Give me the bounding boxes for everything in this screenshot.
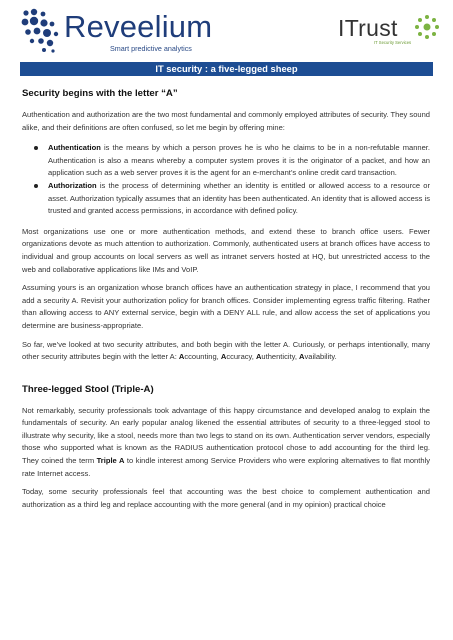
itrust-logo <box>338 16 438 48</box>
attribute-rest: vailability <box>304 352 335 362</box>
stool-text: Not remarkably, security professionals took advantage of this happy circumstance and developed analog to explain the fundamentals of security. An early popular analog likened the essential attributes of security to a three-legged stool to illustrate why security, like a stool, needs more than two legs to stand on its own. Authentication server vendors, especially those who supported what is known as the RADIUS authentication protocol chose to add accounting for the third leg. They coined the term <box>22 405 430 466</box>
itrust-gear-icon <box>414 14 440 40</box>
reveelium-logo <box>20 8 213 54</box>
paragraph-today: Today, some security professionals feel that accounting was the best choice to complement authentication and authorization as a third leg and replace accounting with the more general (and in my opinion) practical choice <box>22 487 430 509</box>
paragraph-attributes: So far, we’ve looked at two security attributes, and both begin with the letter A. Curiously, or perhaps intentionally, many other security attributes begin with the letter A: Accounting, Accuracy, Authenticity, Availability. <box>22 339 430 362</box>
attribute-rest: ccuracy <box>226 352 252 362</box>
paragraph-stool <box>22 405 430 481</box>
definition-authentication: is the means by which a person proves he is who he claims to be in a non-refutable manner. Authentication is also a means whereby a computer system proves it is the originator of a packet, and how an application such as a web server proves it is the agent for an e-merchant’s online credit card transaction. <box>48 143 430 178</box>
term-authorization: Authorization <box>48 180 97 190</box>
attribute-initial: A <box>220 352 227 362</box>
reveelium-dots-icon <box>20 8 62 54</box>
attributes-lead: So far, we’ve looked at two security attributes, and both begin with the letter A. Curiously, or perhaps intentionally, many other security attributes begin with the letter A: <box>22 339 430 362</box>
paragraph-organizations: Most organizations use one or more authentication methods, and extend these to branch office users. Fewer organizations devote as much attention to authorization. Commonly, authenticated users at branch offices have access to individual and group accounts on local servers as well as intranet servers hosted at HQ, but unrestricted access to the web and collaborative applications like IMs and VoIP. <box>22 226 430 274</box>
definitions-list <box>22 142 430 218</box>
attribute-initial: A <box>178 352 185 362</box>
stool-text-end: to kindle interest among Service Providers who were exploring alternatives to flat monthly rate Internet access. <box>22 456 431 478</box>
section-heading-three-legged-stool: Three-legged Stool (Triple-A) <box>22 383 154 395</box>
attribute-initial: A <box>299 352 305 362</box>
attribute-rest: ccounting <box>184 352 217 362</box>
itrust-tagline: IT Security Services <box>374 40 412 45</box>
paragraph-intro: Authentication and authorization are the two most fundamental and commonly employed attributes of security. They sound alike, and their definitions are often confused, so let me begin by offering mine: <box>22 110 430 132</box>
section-heading-letter-a: Security begins with the letter “A” <box>22 88 178 99</box>
reveelium-tagline: Smart predictive analytics <box>110 44 192 53</box>
reveelium-brand: Reveelium <box>64 9 213 44</box>
list-item-authorization <box>48 180 430 218</box>
term-triple-a: Triple A <box>96 456 125 466</box>
paragraph-recommendation: Assuming yours is an organization whose branch offices have an authentication strategy in place, I recommend that you add a security A. Revisit your authorization policy for branch offices. Consider implementing egress traffic filtering. Rather than allowing access to ANY external service, begin with a DENY ALL rule, and allow access the set of applications you determine are business-appropriate. <box>22 283 430 330</box>
bullet-icon <box>34 184 38 188</box>
term-authentication: Authentication <box>48 143 101 153</box>
list-item-authentication <box>48 142 430 180</box>
definition-authorization: is the process of determining whether an identity is entitled or allowed access to a resource or asset. Authorization typically assumes that an identity has been authenticated. An identity that is allowed access is trusted and granted access permissions, in accordance with defined policy. <box>48 180 430 216</box>
itrust-brand: ITrust <box>338 15 398 41</box>
document-body <box>22 88 430 511</box>
bullet-icon <box>34 146 38 150</box>
attribute-rest: uthenticity <box>261 352 295 362</box>
attribute-initial: A <box>255 352 262 362</box>
document-title: IT security : a five-legged sheep <box>20 62 433 76</box>
